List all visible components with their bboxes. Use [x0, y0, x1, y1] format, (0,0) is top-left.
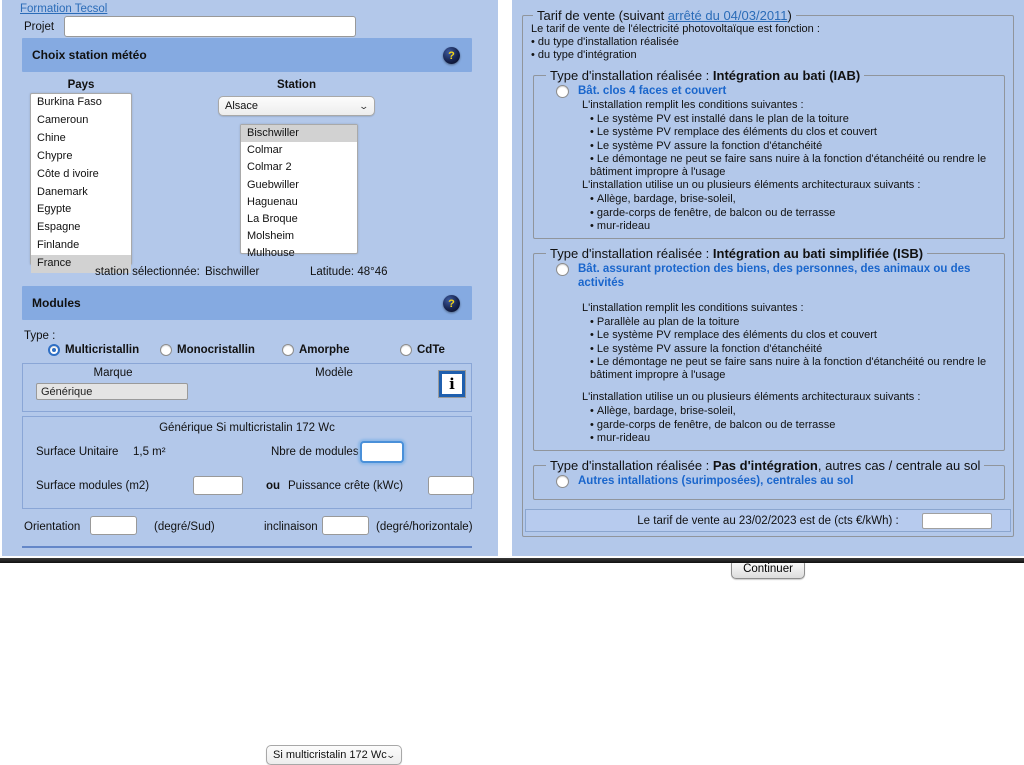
- element-item: • Allège, bardage, brise-soleil,: [590, 405, 996, 418]
- elements-title: L'installation utilise un ou plusieurs éléments architecturaux suivants :: [582, 179, 921, 192]
- elements-list: [590, 405, 996, 445]
- marque-input[interactable]: [36, 383, 188, 400]
- isb-details: [582, 302, 996, 445]
- selected-station-label: station sélectionnée:: [95, 266, 200, 278]
- condition-item: • Le système PV assure la fonction d'étanchéité: [590, 343, 996, 356]
- tarif-intro: Le tarif de vente de l'électricité photovoltaïque est fonction :: [531, 23, 820, 35]
- modele-select[interactable]: [266, 745, 402, 765]
- nbre-modules-input[interactable]: [360, 441, 404, 463]
- module-type-radio[interactable]: Amorphe: [282, 344, 400, 356]
- condition-item: • Le système PV est installé dans le plan de la toiture: [590, 113, 996, 126]
- station-option[interactable]: Guebwiller: [247, 178, 299, 191]
- legend-bold: Intégration au bati simplifiée (ISB): [712, 246, 924, 262]
- legend-bold: Pas d'intégration: [712, 458, 818, 474]
- projet-input[interactable]: [64, 16, 356, 37]
- conditions-title: L'installation remplit les conditions suivantes :: [582, 302, 804, 315]
- legend-text: Type d'installation réalisée :: [550, 68, 713, 83]
- module-type-radio[interactable]: Multicristallin: [48, 344, 160, 356]
- legend-post: , autres cas / centrale au sol: [817, 458, 981, 474]
- country-option[interactable]: Danemark: [37, 185, 88, 198]
- module-details-box: [22, 416, 472, 509]
- condition-item: • Le démontage ne peut se faire sans nuire à la fonction d'étanchéité ou rendre le bâtiment impropre à l'usage: [590, 153, 996, 179]
- isb-option[interactable]: [556, 262, 996, 290]
- surface-modules-label: Surface modules (m2): [36, 480, 150, 492]
- tarif-fieldset: [522, 8, 1014, 537]
- section-no-integration-legend: [546, 458, 984, 473]
- country-option[interactable]: Cameroun: [37, 113, 89, 126]
- radio-icon: [48, 344, 60, 356]
- radio-icon[interactable]: [556, 85, 569, 98]
- condition-item: • Parallèle au plan de la toiture: [590, 316, 996, 329]
- station-option[interactable]: Haguenau: [247, 195, 298, 208]
- country-option[interactable]: Côte d ivoire: [37, 167, 99, 180]
- modele-select-value: Si multicristalin 172 Wc: [273, 749, 387, 761]
- puissance-crete-input[interactable]: [428, 476, 474, 495]
- tarif-input[interactable]: [922, 513, 992, 529]
- condition-item: • Le démontage ne peut se faire sans nuire à la fonction d'étanchéité ou rendre le bâtiment impropre à l'usage: [590, 356, 996, 382]
- element-item: • Allège, bardage, brise-soleil,: [590, 193, 996, 206]
- tarif-panel: [512, 0, 1024, 576]
- meteo-section-title: Choix station météo: [32, 48, 147, 62]
- selected-station-value: Bischwiller: [205, 266, 260, 278]
- country-listbox[interactable]: [30, 93, 132, 270]
- pays-column-header: Pays: [67, 79, 95, 91]
- conditions-title: L'installation remplit les conditions suivantes :: [582, 99, 804, 111]
- region-select[interactable]: [218, 96, 375, 116]
- element-item: • garde-corps de fenêtre, de balcon ou de terrasse: [590, 419, 996, 432]
- tarif-legend-text: Tarif de vente (suivant: [537, 8, 668, 23]
- section-isb-legend: [546, 246, 927, 261]
- modules-section-title: Modules: [32, 296, 81, 310]
- inclinaison-unit: (degré/horizontale): [376, 521, 473, 533]
- element-item: • mur-rideau: [590, 220, 996, 233]
- module-type-radio[interactable]: Monocristallin: [160, 344, 282, 356]
- legend-text: Type d'installation réalisée :: [550, 458, 713, 474]
- projet-label: Projet: [24, 21, 55, 33]
- tarif-legend-close: ): [787, 8, 792, 23]
- station-option[interactable]: Colmar 2: [247, 161, 292, 174]
- station-option[interactable]: Colmar: [247, 144, 283, 157]
- module-type-radio[interactable]: CdTe: [400, 344, 445, 356]
- inclinaison-input[interactable]: [322, 516, 369, 535]
- condition-item: • Le système PV remplace des éléments du clos et couvert: [590, 329, 996, 342]
- chevron-down-icon: ⌄: [358, 100, 370, 111]
- tarif-intro-bullets: [529, 36, 1007, 61]
- puissance-crete-label: Puissance crête (kWc): [288, 480, 404, 492]
- ou-label: ou: [266, 480, 281, 492]
- latitude-value: Latitude: 48°46: [310, 266, 388, 278]
- country-option[interactable]: Chypre: [37, 149, 73, 162]
- continue-button[interactable]: Continuer: [731, 559, 805, 579]
- radio-icon: [282, 344, 294, 356]
- element-item: • mur-rideau: [590, 432, 996, 445]
- intro-bullet: • du type d'installation réalisée: [531, 36, 1007, 49]
- legend-bold: Intégration au bati (IAB): [712, 68, 861, 83]
- divider: [22, 546, 472, 548]
- iab-option[interactable]: [556, 84, 996, 98]
- inclinaison-label: inclinaison: [264, 521, 318, 533]
- country-option[interactable]: Chine: [37, 131, 66, 144]
- bottom-bar: [0, 558, 1024, 563]
- module-type-radio-group: [48, 344, 445, 356]
- chevron-down-icon: ⌄: [385, 749, 397, 760]
- help-icon[interactable]: ?: [443, 47, 460, 64]
- region-select-value: Alsace: [225, 100, 259, 112]
- legend-text: Type d'installation réalisée :: [550, 246, 713, 262]
- elements-title: L'installation utilise un ou plusieurs éléments architecturaux suivants :: [582, 391, 921, 404]
- iab-details: [582, 99, 996, 233]
- country-option[interactable]: France: [31, 255, 131, 273]
- project-form-panel: [2, 0, 498, 761]
- element-item: • garde-corps de fenêtre, de balcon ou de terrasse: [590, 207, 996, 220]
- section-isb: [533, 246, 1005, 451]
- arrete-link[interactable]: arrêté du 04/03/2011: [667, 8, 788, 23]
- section-iab: [533, 68, 1005, 239]
- orientation-input[interactable]: [90, 516, 137, 535]
- condition-item: • Le système PV assure la fonction d'étanchéité: [590, 140, 996, 153]
- station-listbox[interactable]: [240, 124, 358, 260]
- tarif-result-row: [525, 509, 1011, 532]
- surface-unitaire-label: Surface Unitaire: [36, 446, 119, 458]
- condition-item: • Le système PV remplace des éléments du clos et couvert: [590, 126, 996, 139]
- tarif-legend: [533, 8, 796, 23]
- station-option[interactable]: Mulhouse: [247, 247, 295, 260]
- modele-header: Modèle: [315, 367, 353, 379]
- radio-icon[interactable]: [556, 475, 569, 488]
- section-iab-legend: [546, 68, 864, 83]
- orientation-label: Orientation: [24, 521, 81, 533]
- type-label: Type :: [24, 330, 56, 342]
- module-title: Générique Si multicristalin 172 Wc: [159, 422, 335, 434]
- station-option[interactable]: La Broque: [247, 213, 298, 226]
- conditions-list: [590, 316, 996, 382]
- surface-modules-input[interactable]: [193, 476, 243, 495]
- radio-icon: [160, 344, 172, 356]
- info-icon[interactable]: i: [439, 371, 465, 397]
- meteo-section-header: [22, 38, 472, 72]
- autres-option-label[interactable]: Autres intallations (surimposées), centrales au sol: [578, 475, 854, 488]
- modules-section-header: [22, 286, 472, 320]
- autres-option[interactable]: [556, 474, 996, 488]
- nbre-modules-label: Nbre de modules: [271, 446, 359, 458]
- help-icon[interactable]: ?: [443, 295, 460, 312]
- isb-option-label[interactable]: Bât. assurant protection des biens, des personnes, des animaux ou des activités: [578, 263, 971, 290]
- country-option[interactable]: Egypte: [37, 203, 72, 216]
- station-column-header: Station: [277, 79, 316, 91]
- marque-header: Marque: [93, 367, 133, 379]
- radio-icon: [400, 344, 412, 356]
- country-option[interactable]: Finlande: [37, 239, 80, 252]
- country-option[interactable]: Espagne: [37, 221, 81, 234]
- radio-icon[interactable]: [556, 263, 569, 276]
- iab-option-label[interactable]: Bât. clos 4 faces et couvert: [578, 85, 727, 97]
- orientation-unit: (degré/Sud): [154, 521, 215, 533]
- intro-bullet: • du type d'intégration: [531, 49, 1007, 62]
- surface-unitaire-value: 1,5 m²: [133, 446, 166, 458]
- conditions-list: [590, 113, 996, 179]
- station-option[interactable]: Bischwiller: [241, 125, 357, 142]
- elements-list: [590, 193, 996, 233]
- formation-tecsol-link[interactable]: Formation Tecsol: [20, 3, 108, 15]
- country-option[interactable]: Burkina Faso: [37, 96, 102, 108]
- station-option[interactable]: Molsheim: [247, 230, 295, 243]
- section-no-integration: [533, 458, 1005, 500]
- tarif-result-label: Le tarif de vente au 23/02/2023 est de (cts €/kWh) :: [637, 514, 899, 527]
